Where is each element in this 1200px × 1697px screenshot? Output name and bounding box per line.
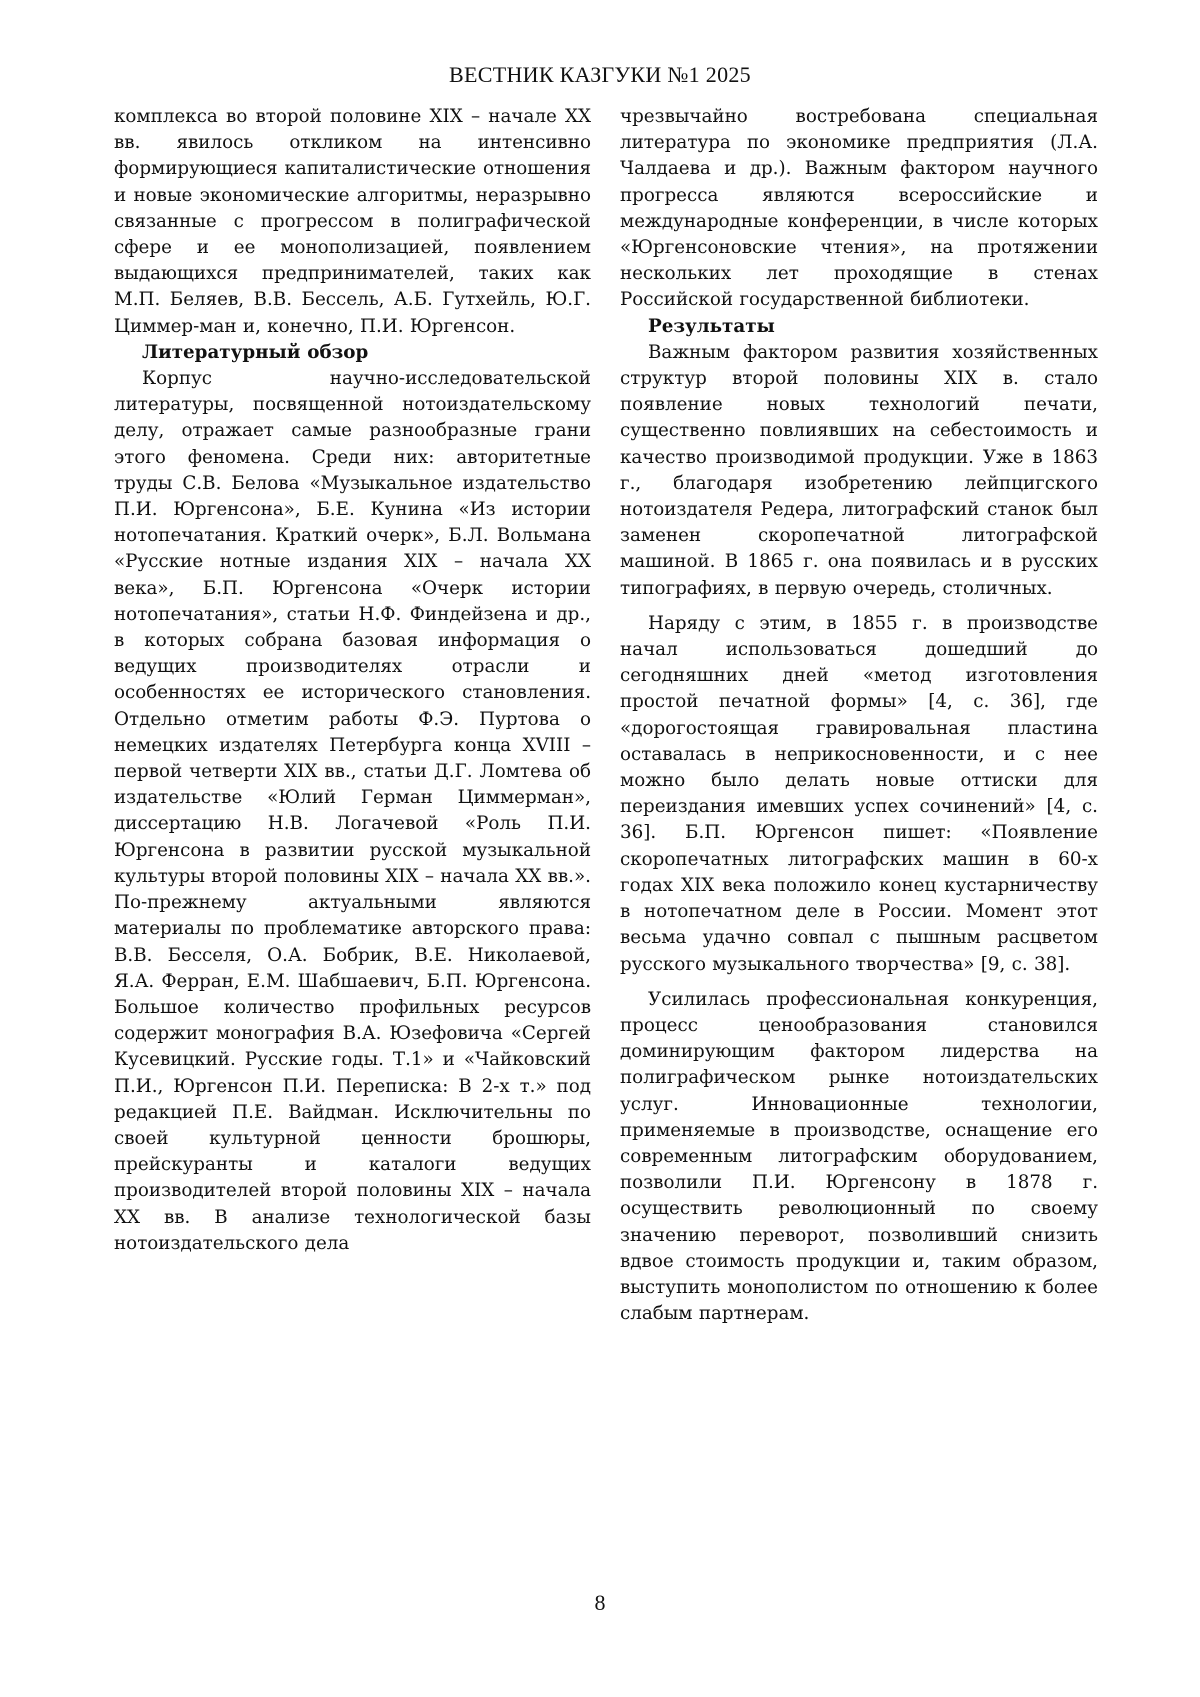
results-paragraph-2: Наряду с этим, в 1855 г. в производстве начал использоваться дошедший до сегодняшних дней «метод изготовления простой печатной формы» [4, с. 36], где «дорогостоящая гравировальная пластина оставалась в неприкосновенности, и с нее можно было делать новые оттиски для переиздания имевших успех сочинений» [4, с. 36]. Б.П. Юргенсон пишет: «Появление скоропечатных литографских машин в 60-х годах XIX века положило конец кустарничеству в нотопечатном деле в России. Момент этот весьма удачно совпал с пышным расцветом русского музыкального творчества» [9, с. 38]. <box>620 612 1098 975</box>
results-paragraph-3: Усилилась профессиональная конкуренция, процесс ценообразования становился доминирующим фактором лидерства на полиграфическом рынке нотоиздательских услуг. Инновационные технологии, применяемые в производстве, оснащение его современным литографским оборудованием, позволили П.И. Юргенсону в 1878 г. осуществить революционный по своему значению переворот, позволивший снизить вдвое стоимость продукции и, таким образом, выступить монополистом по отношению к более слабым партнерам. <box>620 988 1098 1325</box>
left-column <box>114 104 591 1257</box>
intro-paragraph-right: чрезвычайно востребована специальная литература по экономике предприятия (Л.А. Чалдаева и др.). Важным фактором научного прогресса являются всероссийские и международные конференции, в числе которых «Юргенсоновские чтения», на протяжении нескольких лет проходящие в стенах Российской государственной библиотеки. <box>620 106 1098 311</box>
running-header: ВЕСТНИК КАЗГУКИ №1 2025 <box>449 62 751 87</box>
section-heading-literature-review: Литературный обзор <box>142 341 369 363</box>
section-heading-results: Результаты <box>648 315 775 337</box>
literature-review-paragraph: Корпус научно-исследовательской литературы, посвященной нотоиздательскому делу, отражает самые разнообразные грани этого феномена. Среди них: авторитетные труды С.В. Белова «Музыкальное издательство П.И. Юргенсона», Б.Е. Кунина «Из истории нотопечатания. Краткий очерк», Б.Л. Вольмана «Русские нотные издания XIX – начала XX века», Б.П. Юргенсона «Очерк истории нотопечатания», статьи Н.Ф. Финдейзена и др., в которых собрана базовая информация о ведущих производителях отрасли и особенностях ее исторического становления. Отдельно отметим работы Ф.Э. Пуртова о немецких издателях Петербурга конца XVIII – первой четверти XIX вв., статьи Д.Г. Ломтева об издательстве «Юлий Герман Циммерман», диссертацию Н.В. Логачевой «Роль П.И. Юргенсона в развитии русской музыкальной культуры второй половины XIX – начала XX вв.». По-прежнему актуальными являются материалы по проблематике авторского права: В.В. Бесселя, О.А. Бобрик, В.Е. Николаевой, Я.А. Ферран, Е.М. Шабшаевич, Б.П. Юргенсона. Большое количество профильных ресурсов содержит монография В.А. Юзефовича «Сергей Кусевицкий. Русские годы. Т.1» и «Чайковский П.И., Юргенсон П.И. Переписка: В 2-х т.» под редакцией П.Е. Вайдман. Исключительны по своей культурной ценности брошюры, прейскуранты и каталоги ведущих производителей второй половины XIX – начала XX вв. В анализе технологической базы нотоиздательского дела <box>114 368 591 1254</box>
page-number: 8 <box>594 1590 606 1615</box>
results-paragraph-1: Важным фактором развития хозяйственных структур второй половины XIX в. стало появление новых технологий печати, существенно повлиявших на себестоимость и качество производимой продукции. Уже в 1863 г., благодаря изобретению лейпцигского нотоиздателя Редера, литографский станок был заменен скоропечатной литографской машиной. В 1865 г. она появилась и в русских типографиях, в первую очередь, столичных. <box>620 341 1098 599</box>
intro-paragraph-left: комплекса во второй половине XIX – начале XX вв. явилось откликом на интенсивно формирующиеся капиталистические отношения и новые экономические алгоритмы, неразрывно связанные с прогрессом в полиграфической сфере и ее монополизацией, появлением выдающихся предпринимателей, таких как М.П. Беляев, В.В. Бессель, А.Б. Гутхейль, Ю.Г. Циммер-ман и, конечно, П.И. Юргенсон. <box>114 106 591 337</box>
right-column <box>620 104 1098 1327</box>
